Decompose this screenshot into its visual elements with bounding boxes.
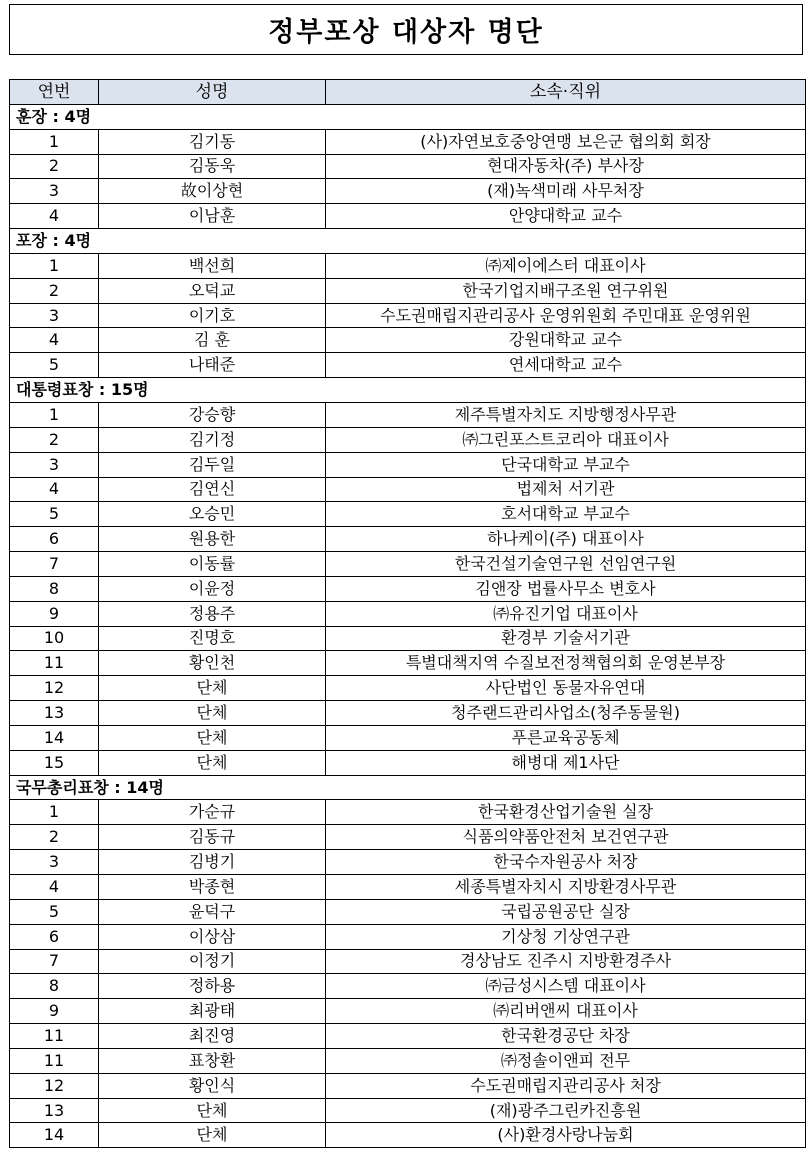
table-row [10, 328, 806, 353]
row-affiliation: 연세대학교 교수 [326, 353, 806, 378]
table-row [10, 601, 806, 626]
section-heading: 국무총리표창 : 14명 [10, 775, 806, 800]
row-affiliation: 환경부 기술서기관 [326, 626, 806, 651]
row-number: 7 [10, 949, 99, 974]
row-affiliation: 법제처 서기관 [326, 477, 806, 502]
row-name: 이상삼 [99, 924, 326, 949]
header-affiliation: 소속·직위 [326, 80, 806, 105]
row-affiliation: 수도권매립지관리공사 처장 [326, 1073, 806, 1098]
row-affiliation: ㈜그린포스트코리아 대표이사 [326, 427, 806, 452]
table-row [10, 850, 806, 875]
header-name: 성명 [99, 80, 326, 105]
row-name: 이기호 [99, 303, 326, 328]
table-row [10, 452, 806, 477]
row-number: 13 [10, 701, 99, 726]
table-row [10, 725, 806, 750]
row-name: 백선희 [99, 253, 326, 278]
row-name: 이정기 [99, 949, 326, 974]
row-affiliation: 하나케이(주) 대표이사 [326, 527, 806, 552]
row-affiliation: 한국환경산업기술원 실장 [326, 800, 806, 825]
roster-body [10, 104, 806, 1147]
row-number: 1 [10, 129, 99, 154]
row-number: 2 [10, 427, 99, 452]
table-row [10, 701, 806, 726]
row-number: 4 [10, 328, 99, 353]
row-number: 14 [10, 725, 99, 750]
row-name: 원용한 [99, 527, 326, 552]
row-affiliation: 세종특별자치시 지방환경사무관 [326, 875, 806, 900]
row-affiliation: 한국기업지배구조원 연구위원 [326, 278, 806, 303]
table-row [10, 750, 806, 775]
table-row [10, 899, 806, 924]
row-number: 12 [10, 1073, 99, 1098]
row-name: 故이상현 [99, 179, 326, 204]
row-name: 진명호 [99, 626, 326, 651]
row-name: 이남훈 [99, 204, 326, 229]
table-row [10, 1048, 806, 1073]
section-heading-row [10, 104, 806, 129]
row-affiliation: 안양대학교 교수 [326, 204, 806, 229]
table-row [10, 875, 806, 900]
row-affiliation: 특별대책지역 수질보전정책협의회 운영본부장 [326, 651, 806, 676]
row-name: 최진영 [99, 1024, 326, 1049]
table-row [10, 402, 806, 427]
row-affiliation: 한국수자원공사 처장 [326, 850, 806, 875]
title-box [9, 4, 803, 55]
row-number: 8 [10, 576, 99, 601]
row-number: 4 [10, 477, 99, 502]
table-row [10, 651, 806, 676]
row-number: 14 [10, 1123, 99, 1148]
row-affiliation: 김앤장 법률사무소 변호사 [326, 576, 806, 601]
header-row [10, 80, 806, 105]
table-row [10, 949, 806, 974]
row-name: 나태준 [99, 353, 326, 378]
row-affiliation: 강원대학교 교수 [326, 328, 806, 353]
row-name: 단체 [99, 676, 326, 701]
section-heading-row [10, 775, 806, 800]
row-name: 정하용 [99, 974, 326, 999]
row-affiliation: 푸른교육공동체 [326, 725, 806, 750]
row-name: 최광태 [99, 999, 326, 1024]
row-number: 9 [10, 999, 99, 1024]
header-no: 연번 [10, 80, 99, 105]
table-row [10, 253, 806, 278]
row-number: 1 [10, 800, 99, 825]
row-name: 이윤정 [99, 576, 326, 601]
table-row [10, 179, 806, 204]
table-row [10, 576, 806, 601]
row-number: 2 [10, 825, 99, 850]
row-number: 4 [10, 204, 99, 229]
row-name: 가순규 [99, 800, 326, 825]
table-row [10, 1073, 806, 1098]
row-name: 정용주 [99, 601, 326, 626]
row-number: 3 [10, 303, 99, 328]
row-affiliation: 단국대학교 부교수 [326, 452, 806, 477]
row-number: 6 [10, 527, 99, 552]
row-affiliation: 식품의약품안전처 보건연구관 [326, 825, 806, 850]
table-row [10, 427, 806, 452]
table-row [10, 1024, 806, 1049]
row-affiliation: 해병대 제1사단 [326, 750, 806, 775]
table-row [10, 924, 806, 949]
row-affiliation: 청주랜드관리사업소(청주동물원) [326, 701, 806, 726]
row-number: 2 [10, 154, 99, 179]
row-affiliation: (사)자연보호중앙연맹 보은군 협의회 회장 [326, 129, 806, 154]
row-name: 단체 [99, 750, 326, 775]
row-affiliation: 국립공원공단 실장 [326, 899, 806, 924]
row-number: 4 [10, 875, 99, 900]
table-row [10, 1098, 806, 1123]
row-affiliation: ㈜제이에스터 대표이사 [326, 253, 806, 278]
row-name: 김연신 [99, 477, 326, 502]
row-affiliation: 제주특별자치도 지방행정사무관 [326, 402, 806, 427]
row-number: 3 [10, 452, 99, 477]
row-name: 김 훈 [99, 328, 326, 353]
row-name: 단체 [99, 725, 326, 750]
table-row [10, 800, 806, 825]
row-affiliation: 한국건설기술연구원 선임연구원 [326, 552, 806, 577]
table-row [10, 974, 806, 999]
row-name: 김기정 [99, 427, 326, 452]
table-row [10, 129, 806, 154]
row-affiliation: ㈜리버앤씨 대표이사 [326, 999, 806, 1024]
section-heading-row [10, 229, 806, 254]
row-number: 3 [10, 850, 99, 875]
table-row [10, 676, 806, 701]
award-roster-table [9, 79, 806, 1148]
row-affiliation: 수도권매립지관리공사 운영위원회 주민대표 운영위원 [326, 303, 806, 328]
row-number: 1 [10, 253, 99, 278]
row-number: 6 [10, 924, 99, 949]
row-affiliation: 한국환경공단 차장 [326, 1024, 806, 1049]
table-row [10, 154, 806, 179]
row-affiliation: (사)환경사랑나눔회 [326, 1123, 806, 1148]
row-affiliation: (재)광주그린카진흥원 [326, 1098, 806, 1123]
row-affiliation: 현대자동차(주) 부사장 [326, 154, 806, 179]
table-row [10, 825, 806, 850]
row-name: 김동욱 [99, 154, 326, 179]
row-number: 2 [10, 278, 99, 303]
row-name: 이동률 [99, 552, 326, 577]
row-name: 단체 [99, 1123, 326, 1148]
section-heading-row [10, 378, 806, 403]
row-number: 1 [10, 402, 99, 427]
table-row [10, 278, 806, 303]
row-number: 11 [10, 1024, 99, 1049]
section-heading: 훈장 : 4명 [10, 104, 806, 129]
row-name: 황인식 [99, 1073, 326, 1098]
table-row [10, 1123, 806, 1148]
row-number: 12 [10, 676, 99, 701]
section-heading: 대통령표창 : 15명 [10, 378, 806, 403]
table-row [10, 353, 806, 378]
row-number: 8 [10, 974, 99, 999]
table-row [10, 626, 806, 651]
row-name: 윤덕구 [99, 899, 326, 924]
table-row [10, 552, 806, 577]
row-name: 박종현 [99, 875, 326, 900]
row-number: 11 [10, 1048, 99, 1073]
section-heading: 포장 : 4명 [10, 229, 806, 254]
table-row [10, 477, 806, 502]
row-name: 표창환 [99, 1048, 326, 1073]
row-affiliation: 기상청 기상연구관 [326, 924, 806, 949]
row-number: 5 [10, 899, 99, 924]
table-row [10, 204, 806, 229]
row-name: 오덕교 [99, 278, 326, 303]
table-row [10, 303, 806, 328]
table-row [10, 527, 806, 552]
page-title: 정부포상 대상자 명단 [268, 17, 544, 48]
row-name: 김동규 [99, 825, 326, 850]
row-name: 오승민 [99, 502, 326, 527]
row-affiliation: (재)녹색미래 사무처장 [326, 179, 806, 204]
row-affiliation: 경상남도 진주시 지방환경주사 [326, 949, 806, 974]
row-number: 3 [10, 179, 99, 204]
row-name: 단체 [99, 1098, 326, 1123]
row-name: 김두일 [99, 452, 326, 477]
row-affiliation: ㈜정솔이앤피 전무 [326, 1048, 806, 1073]
row-number: 10 [10, 626, 99, 651]
row-name: 강승향 [99, 402, 326, 427]
table-row [10, 502, 806, 527]
table-row [10, 999, 806, 1024]
row-affiliation: 사단법인 동물자유연대 [326, 676, 806, 701]
row-number: 15 [10, 750, 99, 775]
row-number: 11 [10, 651, 99, 676]
row-number: 7 [10, 552, 99, 577]
row-number: 9 [10, 601, 99, 626]
row-number: 5 [10, 502, 99, 527]
row-number: 5 [10, 353, 99, 378]
row-name: 김병기 [99, 850, 326, 875]
row-affiliation: 호서대학교 부교수 [326, 502, 806, 527]
row-number: 13 [10, 1098, 99, 1123]
row-name: 단체 [99, 701, 326, 726]
row-affiliation: ㈜금성시스템 대표이사 [326, 974, 806, 999]
row-name: 김기동 [99, 129, 326, 154]
row-name: 황인천 [99, 651, 326, 676]
row-affiliation: ㈜유진기업 대표이사 [326, 601, 806, 626]
